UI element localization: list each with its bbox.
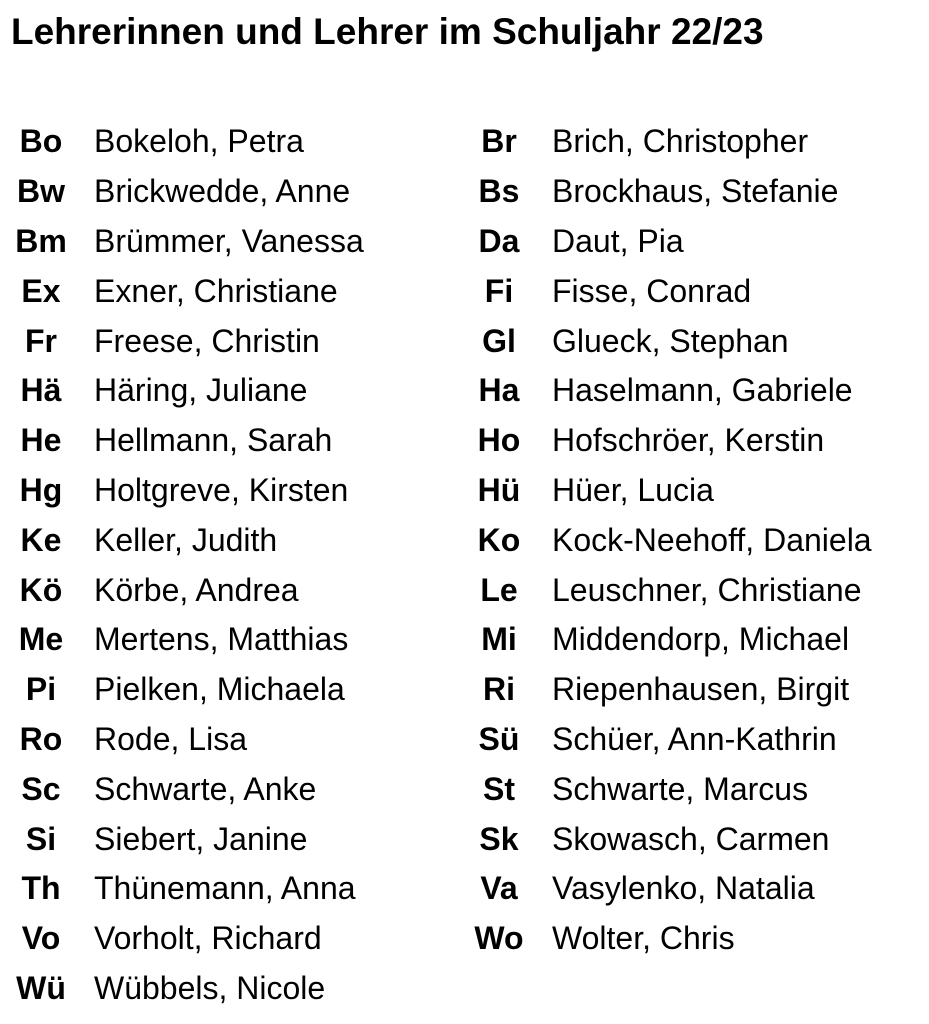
teacher-entry [8,864,364,914]
teacher-abbreviation: Da [478,222,520,259]
teacher-entry [466,366,872,416]
teacher-entry [466,914,872,964]
teacher-entry [466,864,872,914]
teacher-name: Leuschner, Christiane [552,571,862,608]
teacher-entry [8,715,364,765]
teacher-name: Haselmann, Gabriele [552,372,853,409]
teacher-name: Siebert, Janine [94,820,308,857]
teacher-abbreviation: He [20,422,62,459]
teacher-entry [8,416,364,466]
teacher-abbreviation: Ri [483,671,515,708]
teacher-name: Vorholt, Richard [94,920,322,957]
teacher-list-left [8,117,364,1013]
teacher-name: Thünemann, Anna [94,870,356,907]
teacher-name: Middendorp, Michael [552,621,850,658]
teacher-name: Skowasch, Carmen [552,820,830,857]
teacher-entry [8,117,364,167]
teacher-abbreviation: Gl [482,322,516,359]
teacher-name: Schüer, Ann-Kathrin [552,720,837,757]
teacher-abbreviation: Le [480,571,518,608]
teacher-name: Vasylenko, Natalia [552,870,815,907]
teacher-entry [8,764,364,814]
teacher-name: Schwarte, Anke [94,770,317,807]
teacher-entry [8,914,364,964]
teacher-entry [466,466,872,516]
teacher-name: Brickwedde, Anne [94,173,351,210]
teacher-abbreviation: Bs [478,173,520,210]
teacher-abbreviation: Me [18,621,64,658]
teacher-entry [466,167,872,217]
teacher-abbreviation: Sk [479,820,519,857]
teacher-abbreviation: Mi [481,621,517,658]
teacher-entry [466,665,872,715]
teacher-abbreviation: Ha [478,372,520,409]
teacher-entry [8,466,364,516]
teacher-abbreviation: Wü [16,969,66,1006]
teacher-name: Wübbels, Nicole [94,969,326,1006]
teacher-abbreviation: Sc [21,770,61,807]
teacher-abbreviation: Ex [21,272,61,309]
teacher-abbreviation: Va [480,870,518,907]
teacher-abbreviation: Si [25,820,57,857]
teacher-abbreviation: Th [21,870,61,907]
teacher-abbreviation: St [483,770,515,807]
teacher-abbreviation: Bm [15,222,67,259]
teacher-name: Keller, Judith [94,521,278,558]
teacher-entry [8,515,364,565]
teacher-entry [8,366,364,416]
teacher-entry [8,316,364,366]
teacher-entry [466,814,872,864]
teacher-name: Rode, Lisa [94,720,247,757]
teacher-name: Wolter, Chris [552,920,735,957]
teacher-name: Kock-Neehoff, Daniela [552,521,872,558]
teacher-abbreviation: Pi [25,671,57,708]
teacher-entry [8,615,364,665]
teacher-name: Fisse, Conrad [552,272,752,309]
teacher-abbreviation: Bo [19,123,63,160]
teacher-name: Hofschröer, Kerstin [552,422,825,459]
teacher-entry [466,217,872,267]
teacher-abbreviation: Hä [20,372,62,409]
teacher-entry [466,117,872,167]
teacher-entry [466,266,872,316]
teacher-name: Hüer, Lucia [552,471,714,508]
teacher-name: Bokeloh, Petra [94,123,304,160]
teacher-name: Holtgreve, Kirsten [94,471,349,508]
teacher-abbreviation: Kö [19,571,63,608]
teacher-abbreviation: Hü [477,471,521,508]
teacher-name: Brockhaus, Stefanie [552,173,839,210]
teacher-entry [8,814,364,864]
teacher-entry [466,515,872,565]
teacher-name: Pielken, Michaela [94,671,345,708]
teacher-entry [466,764,872,814]
teacher-abbreviation: Ro [19,720,63,757]
teacher-abbreviation: Br [481,123,517,160]
teacher-entry [8,217,364,267]
teacher-entry [8,266,364,316]
teacher-name: Brich, Christopher [552,123,809,160]
teacher-abbreviation: Ho [477,422,521,459]
teacher-abbreviation: Fi [484,272,514,309]
teacher-abbreviation: Ke [20,521,62,558]
teacher-list-right [466,117,872,964]
teacher-entry [8,964,364,1014]
teacher-name: Glueck, Stephan [552,322,789,359]
teacher-name: Freese, Christin [94,322,320,359]
teacher-name: Exner, Christiane [94,272,338,309]
teacher-abbreviation: Fr [25,322,57,359]
teacher-entry [466,615,872,665]
teacher-name: Daut, Pia [552,222,684,259]
teacher-abbreviation: Ko [477,521,521,558]
teacher-abbreviation: Bw [17,173,65,210]
teacher-abbreviation: Wo [474,920,524,957]
teacher-name: Mertens, Matthias [94,621,349,658]
teacher-entry [8,167,364,217]
teacher-entry [8,565,364,615]
teacher-name: Hellmann, Sarah [94,422,333,459]
teacher-abbreviation: Hg [19,471,63,508]
teacher-name: Häring, Juliane [94,372,308,409]
teacher-name: Schwarte, Marcus [552,770,809,807]
teacher-abbreviation: Vo [21,920,61,957]
teacher-name: Körbe, Andrea [94,571,299,608]
teacher-entry [466,565,872,615]
teacher-entry [466,416,872,466]
teacher-entry [466,715,872,765]
teacher-entry [466,316,872,366]
page-title: Lehrerinnen und Lehrer im Schuljahr 22/23 [11,11,764,52]
teacher-entry [8,665,364,715]
teacher-abbreviation: Sü [478,720,520,757]
teacher-name: Riepenhausen, Birgit [552,671,850,708]
teacher-name: Brümmer, Vanessa [94,222,364,259]
